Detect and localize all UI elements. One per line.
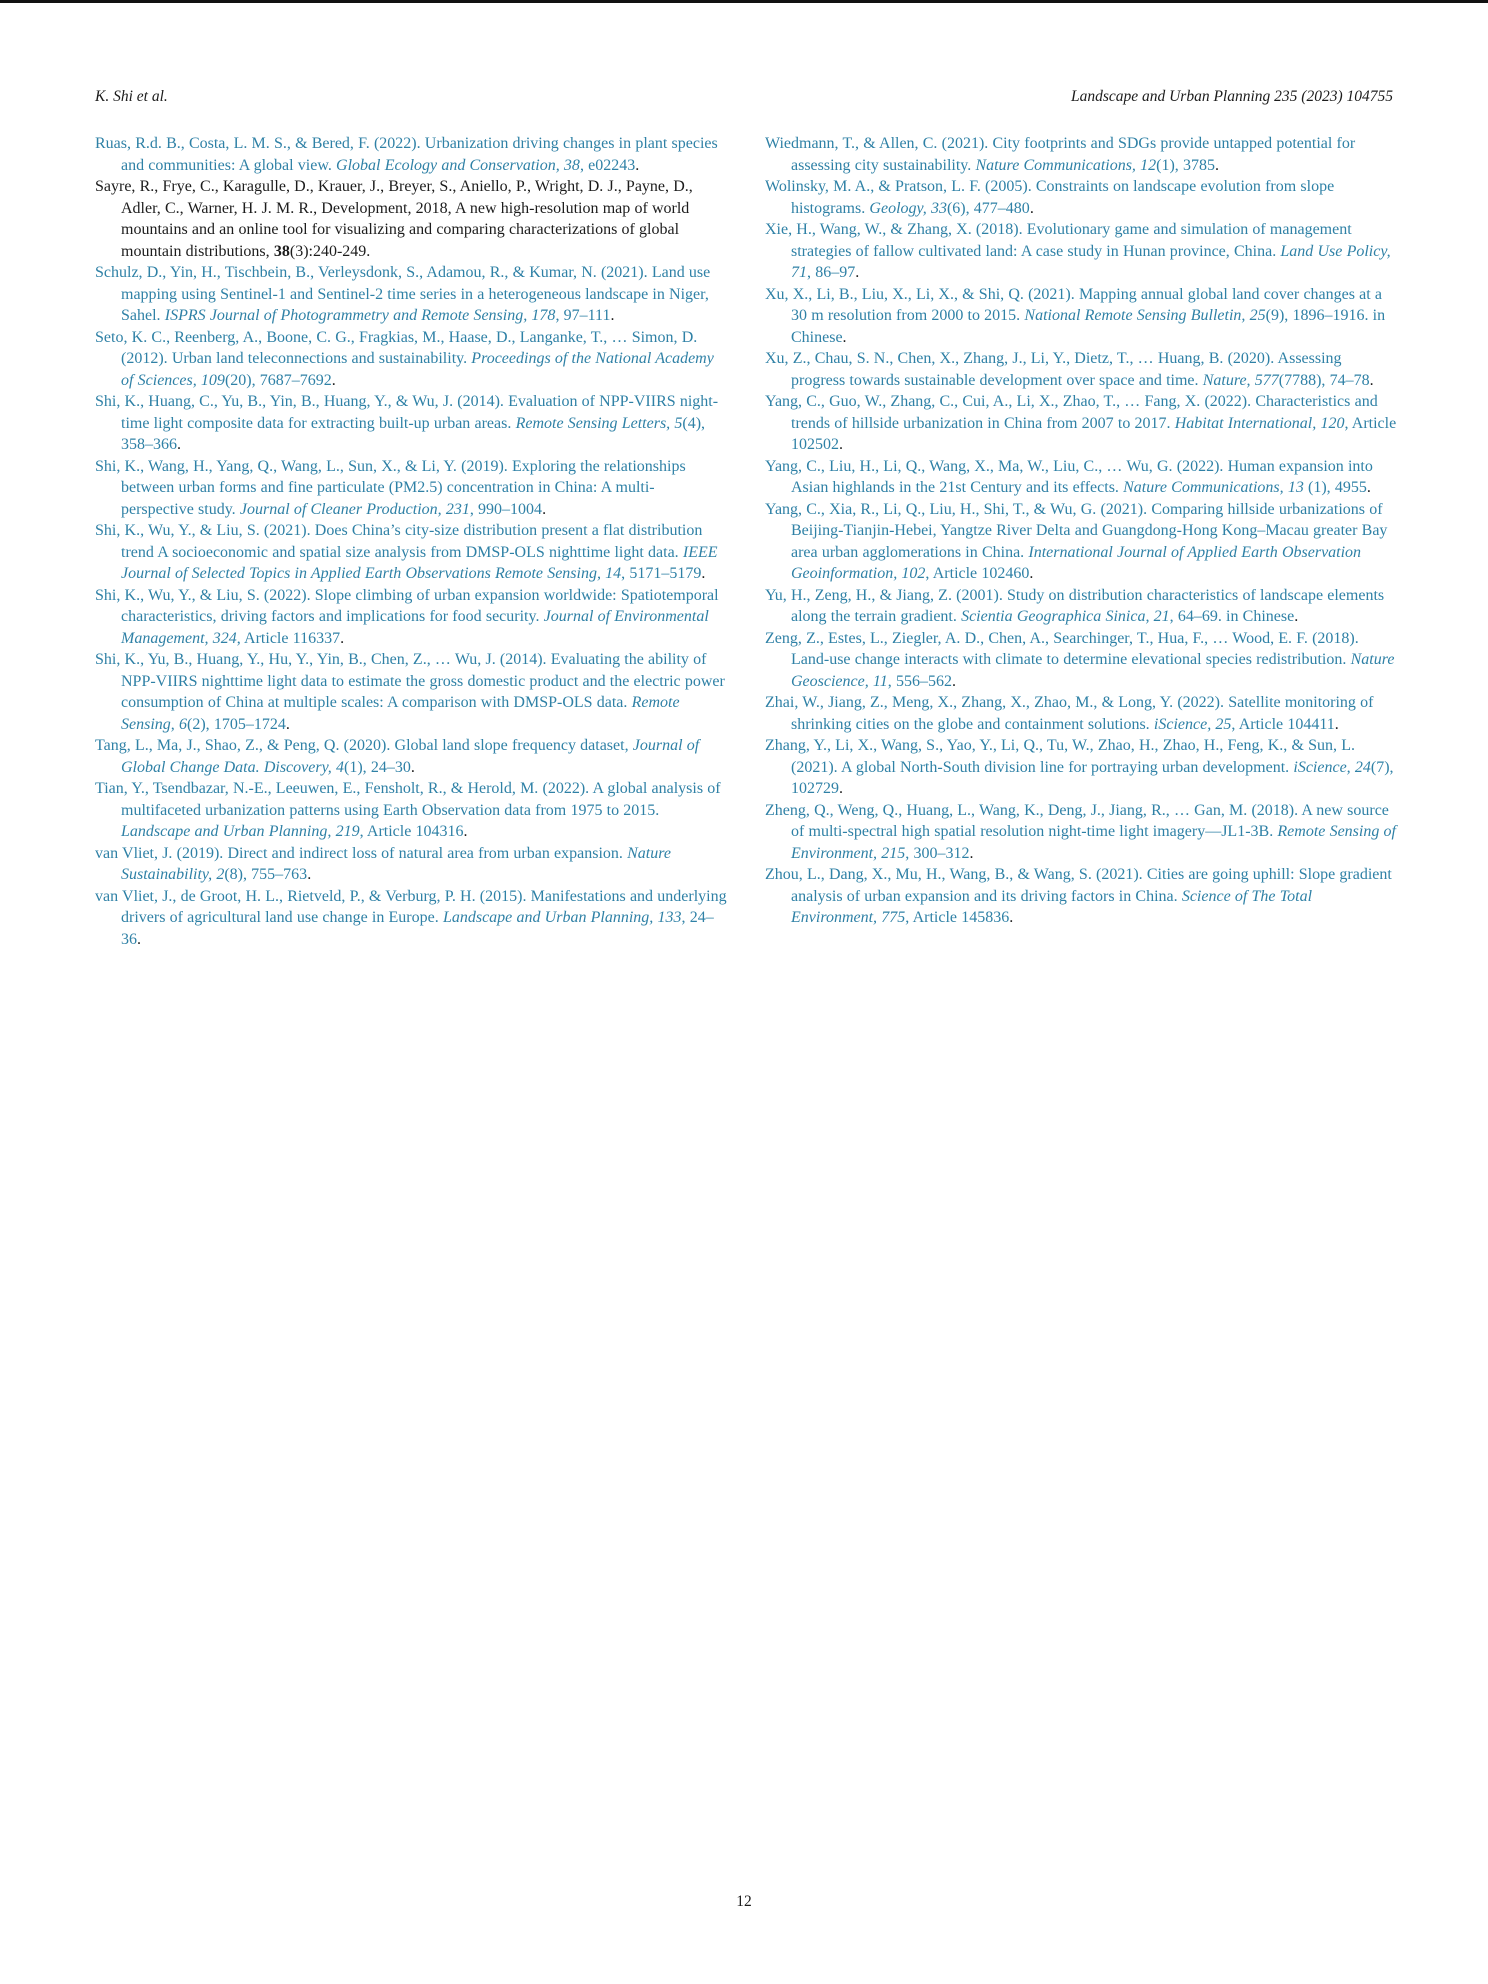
ref-end-period: . xyxy=(1334,715,1339,733)
ref-segment: Zhou, L., Dang, X., Mu, H., Wang, B., & Wang, S. (2021). Cities are going uphill: Slope gradient analysis of urban expansion and its driving factors in China. xyxy=(765,866,1392,905)
ref-segment: (6), 477–480 xyxy=(946,199,1030,217)
ref-segment: Yang, C., Xia, R., Li, Q., Liu, H., Shi, T., & Wu, G. (2021). Comparing hillside urbanizations of Beijing-Tianjin-Hebei, Yangtze River Delta and Guangdong-Hong Kong–Macau greater Bay area urban agglomerations in China. xyxy=(765,500,1388,561)
reference-link[interactable] xyxy=(765,864,1397,929)
ref-end-period: . xyxy=(285,715,290,733)
ref-end-period: . xyxy=(951,672,956,690)
ref-end-period: . xyxy=(410,758,415,776)
ref-segment: Ruas, R.d. B., Costa, L. M. S., & Bered, F. (2022). Urbanization driving changes in plant species and communities: A global view. xyxy=(95,135,718,174)
ref-segment: Shi, K., Wu, Y., & Liu, S. (2022). Slope climbing of urban expansion worldwide: Spatiotemporal characteristics, driving factors and implications for food security. xyxy=(95,586,719,625)
ref-end-period: . xyxy=(610,307,615,324)
ref-segment: (2), 1705–1724 xyxy=(186,715,286,733)
ref-segment: Nature Sustainability, 2 xyxy=(121,844,671,883)
ref-segment: Xu, Z., Chau, S. N., Chen, X., Zhang, J., Li, Y., Dietz, T., … Huang, B. (2020). Assessing progress towards sustainable development over space and time. xyxy=(765,350,1342,389)
ref-end-period: . xyxy=(177,436,181,453)
ref-segment: Global Ecology and Conservation, 38 xyxy=(336,156,580,174)
reference-link[interactable] xyxy=(95,735,727,778)
ref-segment: 38 xyxy=(273,242,290,260)
reference-link[interactable] xyxy=(765,499,1397,585)
ref-segment: , 24–36 xyxy=(121,909,714,948)
ref-segment: (9), 1896–1916. in Chinese xyxy=(791,307,1386,346)
reference-link[interactable] xyxy=(95,778,727,843)
ref-segment: Yang, C., Guo, W., Zhang, C., Cui, A., Li, X., Zhao, T., … Fang, X. (2022). Characteristics and trends of hillside urbanization in China from 2007 to 2017. xyxy=(765,393,1378,432)
ref-segment: (1), 24–30 xyxy=(344,758,411,776)
ref-segment: Remote Sensing of Environment, 215 xyxy=(791,823,1397,862)
ref-end-period: . xyxy=(137,930,141,948)
reference-link[interactable] xyxy=(95,649,727,735)
page-number: 12 xyxy=(736,1893,752,1910)
ref-segment: Seto, K. C., Reenberg, A., Boone, C. G., Fragkias, M., Haase, D., Langanke, T., … Simon, D. (2012). Urban land teleconnections and sustainability. xyxy=(95,328,698,367)
ref-segment: Wiedmann, T., & Allen, C. (2021). City footprints and SDGs provide untapped potential for assessing city sustainability. xyxy=(765,135,1356,174)
ref-segment: , Article 104316 xyxy=(359,823,464,840)
ref-segment: Shi, K., Yu, B., Huang, Y., Hu, Y., Yin, B., Chen, Z., … Wu, J. (2014). Evaluating the ability of NPP-VIIRS nighttime light data to estimate the gross domestic product and the electric power consumption of China at multiple scales: A comparison with DMSP-OLS data. xyxy=(95,651,725,711)
ref-segment: Yu, H., Zeng, H., & Jiang, Z. (2001). Study on distribution characteristics of landscape elements along the terrain gradient. xyxy=(765,586,1385,625)
ref-end-period: . xyxy=(1029,565,1034,582)
reference-link[interactable] xyxy=(765,391,1397,456)
ref-segment: Xu, X., Li, B., Liu, X., Li, X., & Shi, Q. (2021). Mapping annual global land cover changes at a 30 m resolution from 2000 to 2015. xyxy=(765,285,1383,324)
ref-segment: , Article 104411 xyxy=(1231,715,1335,733)
ref-segment: , 990–1004 xyxy=(469,500,543,518)
references-list xyxy=(95,133,1397,950)
reference-entry xyxy=(95,176,727,262)
ref-segment: Science of The Total Environment, 775 xyxy=(791,887,1313,926)
ref-segment: (20), 7687–7692 xyxy=(224,371,332,389)
ref-segment: iScience, 25 xyxy=(1153,715,1232,733)
ref-end-period: . xyxy=(307,866,312,883)
ref-end-period: . xyxy=(1294,608,1299,625)
ref-segment: , 5171–5179 xyxy=(621,565,702,582)
ref-segment: Journal of Cleaner Production, 231 xyxy=(239,500,470,518)
ref-segment: Tang, L., Ma, J., Shao, Z., & Peng, Q. (2020). Global land slope frequency dataset, xyxy=(95,737,633,754)
reference-link[interactable] xyxy=(95,585,727,650)
ref-segment: Nature Geoscience, 11 xyxy=(791,651,1395,690)
ref-segment: Xie, H., Wang, W., & Zhang, X. (2018). Evolutionary game and simulation of management strategies of fallow cultivated land: A case study in Hunan province, China. xyxy=(765,221,1352,260)
ref-segment: , 64–69. in Chinese xyxy=(1169,608,1295,625)
ref-segment: Landscape and Urban Planning, 133 xyxy=(442,909,682,926)
ref-end-period: . xyxy=(701,565,706,582)
ref-segment: , e02243 xyxy=(579,156,636,174)
ref-segment: Geology, 33 xyxy=(869,199,947,217)
ref-segment: , 300–312 xyxy=(905,844,970,862)
ref-segment: Wolinsky, M. A., & Pratson, L. F. (2005). Constraints on landscape evolution from slope histograms. xyxy=(765,178,1335,217)
ref-segment: Zhang, Y., Li, X., Wang, S., Yao, Y., Li, Q., Tu, W., Zhao, H., Zhao, H., Feng, K., & Sun, L. (2021). A global North-South division line for portraying urban development. xyxy=(765,737,1356,776)
ref-end-period: . xyxy=(366,242,371,260)
reference-link[interactable] xyxy=(95,133,727,176)
ref-segment: , Article 116337 xyxy=(236,629,341,647)
reference-link[interactable] xyxy=(765,585,1397,628)
ref-segment: van Vliet, J. (2019). Direct and indirect loss of natural area from urban expansion. xyxy=(95,844,628,862)
ref-segment: Land Use Policy, 71 xyxy=(791,242,1391,281)
window-top-edge xyxy=(0,0,1488,3)
references-column-right xyxy=(765,133,1397,950)
ref-segment: (8), 755–763 xyxy=(224,866,308,883)
ref-segment: , Article 102460 xyxy=(925,565,1030,582)
ref-segment: Shi, K., Wu, Y., & Liu, S. (2021). Does China’s city-size distribution present a flat distribution trend A socioeconomic and spatial size analysis from DMSP-OLS nighttime light data. xyxy=(95,522,703,561)
reference-link[interactable] xyxy=(765,628,1397,693)
reference-link[interactable] xyxy=(765,176,1397,219)
ref-segment: Yang, C., Liu, H., Li, Q., Wang, X., Ma, W., Liu, C., … Wu, G. (2022). Human expansion into Asian highlands in the 21st Century and its effects. xyxy=(765,457,1373,496)
ref-end-period: . xyxy=(340,629,345,647)
ref-end-period: . xyxy=(463,823,468,840)
ref-segment: (1), 4955 xyxy=(1303,479,1367,496)
running-head-author: K. Shi et al. xyxy=(95,88,168,105)
ref-segment: Zheng, Q., Weng, Q., Huang, L., Wang, K., Deng, J., Jiang, R., … Gan, M. (2018). A new source of multi-spectral high spatial resolution night-time light imagery—JL1-3B. xyxy=(765,801,1389,840)
ref-segment: Schulz, D., Yin, H., Tischbein, B., Verleysdonk, S., Adamou, R., & Kumar, N. (2021). Land use mapping using Sentinel-1 and Sentinel-2 time series in a heterogeneous landscape in Niger, Sahel. xyxy=(95,264,711,324)
ref-end-period: . xyxy=(1029,199,1034,217)
reference-link[interactable] xyxy=(95,843,727,886)
ref-end-period: . xyxy=(1369,371,1374,389)
ref-segment: ISPRS Journal of Photogrammetry and Remote Sensing, 178 xyxy=(164,307,556,324)
ref-segment: , 556–562 xyxy=(887,672,952,690)
ref-segment: Nature Communications, 13 xyxy=(1123,479,1304,496)
ref-segment: , 97–111 xyxy=(555,307,611,324)
reference-link[interactable] xyxy=(765,800,1397,865)
reference-link[interactable] xyxy=(95,520,727,585)
ref-segment: IEEE Journal of Selected Topics in Applied Earth Observations Remote Sensing, 14 xyxy=(121,543,718,582)
ref-end-period: . xyxy=(855,264,860,281)
running-head xyxy=(95,88,1393,106)
ref-segment: Zhai, W., Jiang, Z., Meng, X., Zhang, X., Zhao, M., & Long, Y. (2022). Satellite monitoring of shrinking cities on the globe and containment solutions. xyxy=(765,694,1374,733)
reference-link[interactable] xyxy=(765,692,1397,735)
ref-end-period: . xyxy=(331,371,336,389)
reference-link[interactable] xyxy=(765,456,1397,499)
reference-link[interactable] xyxy=(765,219,1397,284)
ref-segment: Shi, K., Wang, H., Yang, Q., Wang, L., Sun, X., & Li, Y. (2019). Exploring the relationships between urban forms and fine particulate (PM2.5) concentration in China: A multi-perspective study. xyxy=(95,457,686,518)
ref-segment: Remote Sensing Letters, 5 xyxy=(515,414,683,432)
ref-end-period: . xyxy=(1009,909,1014,926)
reference-link[interactable] xyxy=(95,391,727,456)
ref-segment: iScience, 24 xyxy=(1293,758,1371,776)
page-footer xyxy=(0,1893,1488,1911)
ref-segment: Habitat International, 120 xyxy=(1174,414,1345,432)
ref-segment: (7), 102729 xyxy=(791,758,1394,797)
ref-segment: (3):240-249 xyxy=(289,242,367,260)
ref-end-period: . xyxy=(1366,479,1371,496)
ref-end-period: . xyxy=(969,844,974,862)
ref-end-period: . xyxy=(635,156,640,174)
ref-end-period: . xyxy=(839,780,843,797)
ref-segment: Zeng, Z., Estes, L., Ziegler, A. D., Chen, A., Searchinger, T., Hua, F., … Wood, E. F. (2018). Land-use change interacts with climate to determine elevational species redistribution. xyxy=(765,629,1359,668)
ref-segment: , 86–97 xyxy=(807,264,856,281)
ref-end-period: . xyxy=(842,328,847,346)
ref-end-period: . xyxy=(542,500,547,518)
ref-segment: (4), 358–366 xyxy=(121,414,706,453)
ref-end-period: . xyxy=(839,436,843,453)
reference-link[interactable] xyxy=(765,133,1397,176)
ref-segment: Nature, 577 xyxy=(1202,371,1279,389)
ref-segment: Remote Sensing, 6 xyxy=(121,694,680,733)
reference-link[interactable] xyxy=(95,886,727,951)
reference-link[interactable] xyxy=(95,456,727,521)
ref-end-period: . xyxy=(1215,156,1219,174)
references-column-left xyxy=(95,133,727,950)
ref-segment: (1), 3785 xyxy=(1156,156,1215,174)
ref-segment: International Journal of Applied Earth Observation Geoinformation, 102 xyxy=(791,543,1362,582)
reference-link[interactable] xyxy=(95,327,727,392)
ref-segment: Scientia Geographica Sinica, 21 xyxy=(961,608,1170,625)
ref-segment: (7788), 74–78 xyxy=(1278,371,1370,389)
ref-segment: Journal of Environmental Management, 324 xyxy=(121,608,709,647)
ref-segment: , Article 145836 xyxy=(905,909,1010,926)
reference-link[interactable] xyxy=(765,284,1397,349)
reference-link[interactable] xyxy=(95,262,727,327)
ref-segment: Shi, K., Huang, C., Yu, B., Yin, B., Huang, Y., & Wu, J. (2014). Evaluation of NPP-VIIRS night-time light composite data for extracting built-up urban areas. xyxy=(95,393,719,432)
ref-segment: , Article 102502 xyxy=(791,414,1397,453)
ref-segment: Nature Communications, 12 xyxy=(975,156,1157,174)
ref-segment: Tian, Y., Tsendbazar, N.-E., Leeuwen, E., Fensholt, R., & Herold, M. (2022). A global analysis of multifaceted urbanization patterns using Earth Observation data from 1975 to 2015. xyxy=(95,780,721,819)
reference-link[interactable] xyxy=(765,348,1397,391)
ref-segment: Landscape and Urban Planning, 219 xyxy=(121,823,360,840)
ref-segment: National Remote Sensing Bulletin, 25 xyxy=(1024,307,1266,324)
ref-segment: Journal of Global Change Data. Discovery, 4 xyxy=(121,737,700,776)
ref-segment: Sayre, R., Frye, C., Karagulle, D., Krauer, J., Breyer, S., Aniello, P., Wright, D. J., Payne, D., Adler, C., Warner, H. J. M. R., Development, 2018, A new high-resolution map of world mountains and an online tool for visualizing and comparing characterizations of global mountain distributions, xyxy=(95,178,693,260)
ref-segment: Proceedings of the National Academy of Sciences, 109 xyxy=(121,350,714,389)
running-head-journal: Landscape and Urban Planning 235 (2023) 104755 xyxy=(1070,88,1393,105)
reference-link[interactable] xyxy=(765,735,1397,800)
ref-segment: van Vliet, J., de Groot, H. L., Rietveld, P., & Verburg, P. H. (2015). Manifestations and underlying drivers of agricultural land use change in Europe. xyxy=(95,887,727,926)
